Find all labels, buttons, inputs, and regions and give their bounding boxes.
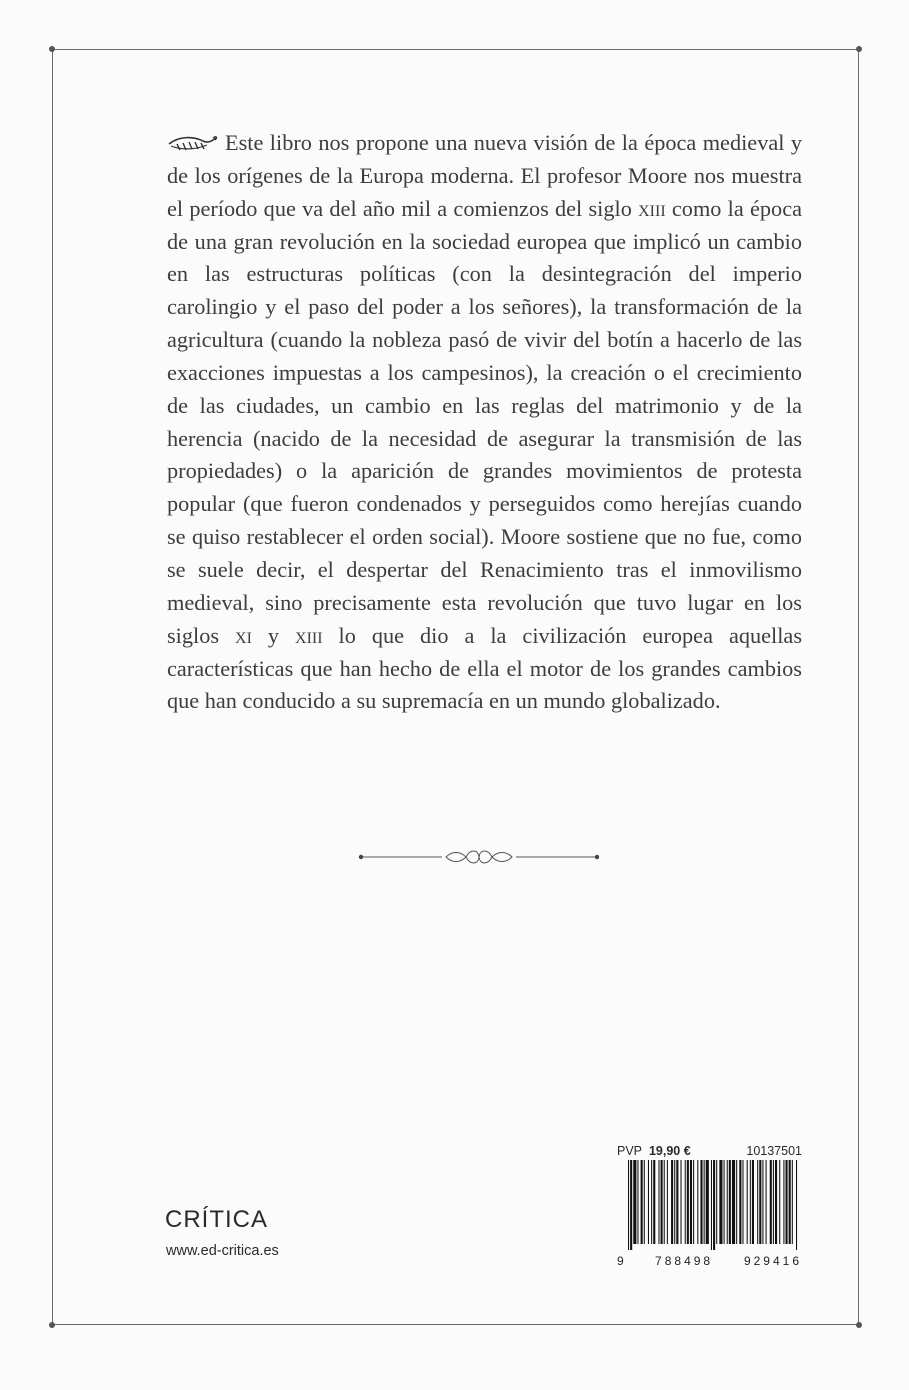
price-block [617, 1144, 691, 1158]
barcode-bar [671, 1160, 673, 1244]
isbn-digit-lead: 9 [617, 1254, 625, 1268]
barcode-bar [704, 1160, 705, 1244]
barcode-bar [664, 1160, 665, 1244]
barcode-bar [742, 1160, 743, 1244]
barcode-bar [773, 1160, 774, 1244]
barcode-bar [736, 1160, 737, 1244]
blurb-century-xiii-first: xiii [638, 195, 666, 221]
corner-dot-bottom-right [856, 1322, 862, 1328]
barcode-bar [641, 1160, 643, 1244]
barcode-bar [697, 1160, 698, 1244]
blurb-conjunction: y [251, 622, 296, 648]
barcode-bar [661, 1160, 663, 1244]
barcode-bar [706, 1160, 709, 1244]
barcode-bar [766, 1160, 767, 1244]
blurb-text-part3: lo que dio a la civilización europea aquellas características que han hecho de ella el motor de los grandes cambios que han conducido a su supremacía en un mundo globalizado. [167, 622, 802, 714]
barcode-bar [796, 1160, 797, 1250]
publisher-website: www.ed-critica.es [166, 1243, 279, 1259]
scroll-flourish-icon [358, 846, 600, 868]
isbn-digits [617, 1254, 802, 1268]
barcode-bar [719, 1160, 722, 1244]
blurb-century-xi: xi [235, 622, 252, 648]
barcode-bar [757, 1160, 758, 1244]
barcode-bar [792, 1160, 793, 1244]
barcode-bar [713, 1160, 715, 1250]
barcode-bar [747, 1160, 748, 1244]
isbn-digit-group1: 788498 [655, 1254, 714, 1268]
barcode-bar [637, 1160, 638, 1244]
barcode-bar [770, 1160, 772, 1244]
barcode-bar [786, 1160, 788, 1244]
barcode-bar [674, 1160, 675, 1244]
publisher-logo: CRÍTICA [165, 1206, 268, 1233]
barcode-bar [687, 1160, 689, 1244]
barcode-bar [648, 1160, 649, 1244]
blurb-text-part2: como la época de una gran revolución en la sociedad europea que implicó un cambio en las estructuras políticas (con la desintegración del imperio carolingio y el paso del poder a los señores), la transformación de la agricultura (cuando la nobleza pasó de vivir del botín a hacerlo de las exacciones impuestas a los campesinos), la creación o el crecimiento de las ciudades, un cambio en las reglas del matrimonio y de la herencia (nacido de la necesidad de asegurar la transmisión de las propiedades) o la aparición de grandes movimientos de protesta popular (que fueron condenados y perseguidos como herejías cuando se quiso restablecer el orden social). Moore sostiene que no fue, como se suele decir, el despertar del Renacimiento tras el inmovilismo medieval, sino precisamente esta revolución que tuvo lugar en los siglos [167, 195, 802, 648]
barcode-bar [630, 1160, 632, 1250]
barcode-bar [651, 1160, 652, 1244]
barcode-bar [779, 1160, 780, 1244]
price-value: 19,90 € [648, 1144, 691, 1158]
barcode-bar [716, 1160, 717, 1244]
barcode-bar [775, 1160, 777, 1244]
barcode-bar [739, 1160, 741, 1244]
barcode-bar [724, 1160, 725, 1244]
blurb-text-part1: Este libro nos propone una nueva visión de la época medieval y de los orígenes de la Europa moderna. El profesor Moore nos muestra el período que va del año mil a comienzos del siglo [167, 130, 802, 221]
barcode-bar [690, 1160, 692, 1244]
barcode-bar [783, 1160, 784, 1244]
barcode-bar [762, 1160, 763, 1244]
barcode-bar [644, 1160, 645, 1244]
barcode-bar [685, 1160, 686, 1244]
barcode-bar [658, 1160, 659, 1244]
blurb-century-xiii-second: xiii [295, 622, 323, 648]
barcode-bar [700, 1160, 702, 1244]
corner-dot-top-right [856, 46, 862, 52]
barcode-bar [693, 1160, 694, 1244]
barcode-bar [789, 1160, 791, 1244]
barcode-bar [681, 1160, 682, 1244]
isbn-digit-group2: 929416 [743, 1254, 802, 1268]
leaf-flourish-icon [167, 132, 219, 154]
barcode-bar [711, 1160, 712, 1250]
barcode-bar [752, 1160, 754, 1244]
barcode-bar [667, 1160, 668, 1244]
product-code: 10137501 [746, 1144, 802, 1158]
barcode-bar [727, 1160, 728, 1244]
barcode-bar [732, 1160, 735, 1244]
price-label: PVP [617, 1144, 643, 1158]
barcode-bar [729, 1160, 731, 1244]
barcode-bar [759, 1160, 761, 1244]
barcode-bar [676, 1160, 678, 1244]
barcode-bar [633, 1160, 636, 1244]
corner-dot-bottom-left [49, 1322, 55, 1328]
barcode-icon [628, 1160, 798, 1250]
price-row [617, 1144, 802, 1158]
barcode-bar [653, 1160, 655, 1244]
back-cover-blurb [167, 127, 802, 718]
corner-dot-top-left [49, 46, 55, 52]
barcode-bar [628, 1160, 629, 1250]
barcode-bar [750, 1160, 751, 1244]
